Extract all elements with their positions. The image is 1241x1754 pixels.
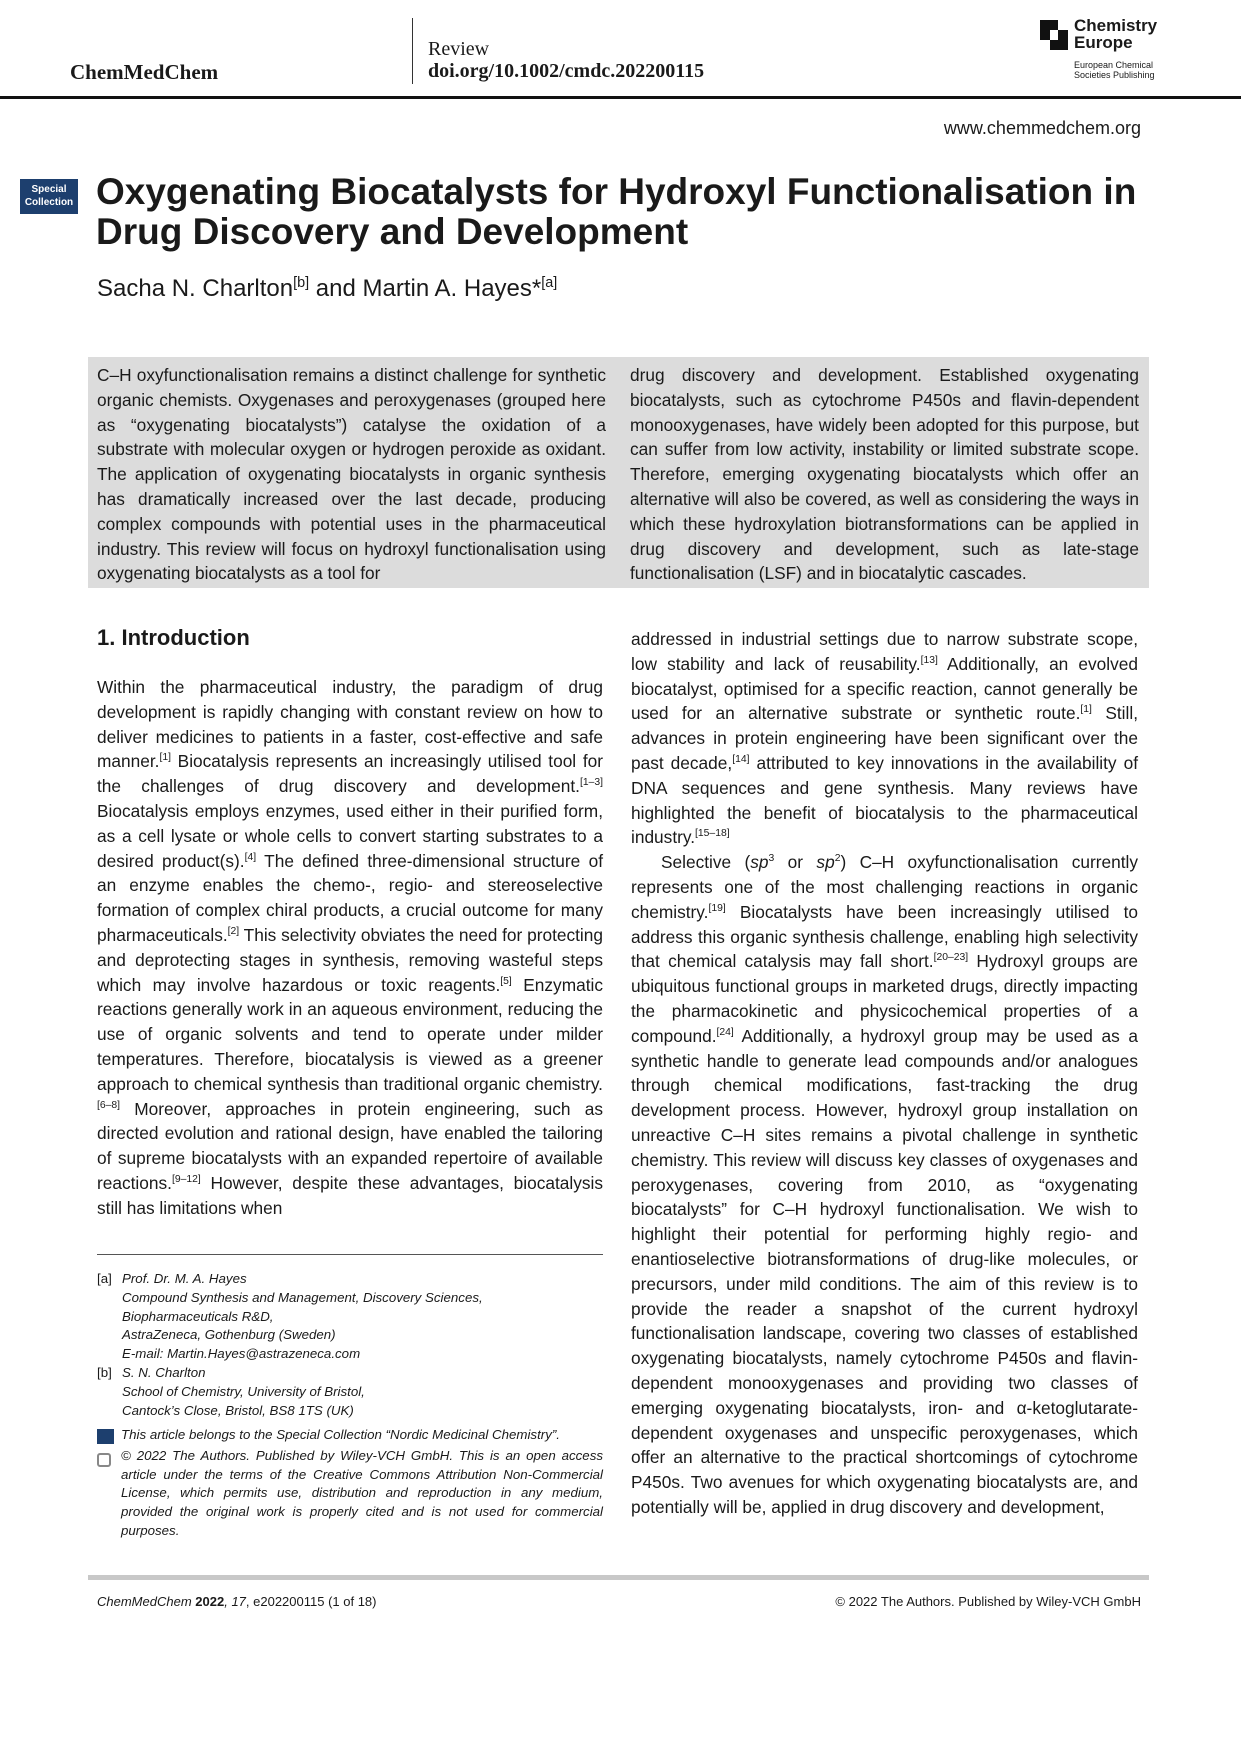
affiliation-entry <box>97 1270 603 1364</box>
collection-note <box>97 1426 603 1445</box>
citation-ref[interactable]: [6–8] <box>97 1099 121 1111</box>
footer-volume: 17 <box>231 1594 246 1609</box>
chemistry-europe-logo <box>1040 17 1190 83</box>
body-text: Within the pharmaceutical industry, the paradigm of drug development is rapidly changing with constant review on how to deliver medicines to patients in a faster, cost-effective and safe manner. <box>97 677 603 772</box>
body-text: Additionally, a hydroxyl group may be used as a synthetic handle to generate lead compounds and/or analogues through chemical modifications, fast-tracking the drug development process. However, hydroxyl group installation on unreactive C–H sites remains a pivotal challenge in synthetic chemistry. This review will discuss key classes of oxygenases and peroxygenases, covering from 2010, as “oxygenating biocatalysts” for C–H hydroxyl functionalisation. We wish to highlight their potential for performing highly regio- and enantioselective biotransformations of drug-like molecules, or precursors, under mild conditions. The aim of this review is to provide the reader a snapshot of the current hydroxyl functionalisation landscape, covering two classes of established oxygenating biocatalysts, namely cytochrome P450s and flavin-dependent monooxygenases and providing two classes of emerging oxygenating biocatalysts, iron- and α-ketoglutarate-dependent oxygenases and unspecific peroxygenases, which offer an alternative to the practical shortcomings of cytochrome P450s. Two avenues for which oxygenating biocatalysts are, and potentially will be, applied in drug discovery and development, <box>631 1025 1138 1517</box>
affiliations <box>97 1270 603 1420</box>
body-right-column <box>631 627 1138 1520</box>
body-text: addressed in industrial settings due to narrow substrate scope, low stability and lack of reusability. <box>631 629 1138 674</box>
affiliation-line: S. N. Charlton <box>122 1364 206 1380</box>
abstract-box <box>88 357 1149 588</box>
author-affiliation-mark: [a] <box>541 275 558 291</box>
affiliation-email[interactable]: E-mail: Martin.Hayes@astrazeneca.com <box>122 1346 361 1362</box>
header-divider <box>412 18 413 84</box>
citation-ref[interactable]: 3 <box>768 853 775 865</box>
body-text: Moreover, approaches in protein engineering, such as directed evolution and rational design, have enabled the tailoring of supreme biocatalysts with an expanded repertoire of available reactions. <box>97 1098 603 1193</box>
citation-ref[interactable]: [15–18] <box>695 828 730 840</box>
italic-text: sp <box>750 852 769 873</box>
footnote-rule <box>97 1254 603 1255</box>
author-name: Sacha N. Charlton <box>97 275 294 302</box>
section-heading: 1. Introduction <box>97 625 250 650</box>
logo-subtitle <box>1074 60 1155 80</box>
journal-website[interactable]: www.chemmedchem.org <box>943 118 1141 138</box>
badge-line1: Special <box>31 184 67 195</box>
body-text: Biocatalysts have been increasingly utilised to address this organic synthesis challenge, enabling high selectivity that chemical catalysis may fall short. <box>631 901 1138 972</box>
chemistry-europe-logo-icon <box>1040 20 1068 50</box>
license-note <box>97 1447 603 1541</box>
citation-ref[interactable]: [1–3] <box>579 777 603 789</box>
affiliation-entry <box>97 1364 603 1420</box>
affiliation-tag: [b] <box>97 1364 112 1380</box>
citation-ref[interactable]: [9–12] <box>171 1174 201 1186</box>
doi-link[interactable]: doi.org/10.1002/cmdc.202200115 <box>428 60 705 82</box>
citation-ref[interactable]: 2 <box>834 853 841 865</box>
logo-sub-line1: European Chemical <box>1074 60 1154 70</box>
footer-copyright: © 2022 The Authors. Published by Wiley-VCH GmbH <box>835 1594 1141 1609</box>
citation-ref[interactable]: [20–23] <box>933 952 969 964</box>
affiliation-line: AstraZeneca, Gothenburg (Sweden) <box>122 1327 336 1343</box>
affiliation-line: Compound Synthesis and Management, Discovery Sciences, <box>122 1289 483 1305</box>
affiliation-line: Biopharmaceuticals R&D, <box>122 1308 274 1324</box>
logo-sub-line2: Societies Publishing <box>1074 70 1155 80</box>
citation-ref[interactable]: [14] <box>732 754 750 766</box>
affiliation-line: Prof. Dr. M. A. Hayes <box>122 1271 247 1286</box>
abstract-right-column: drug discovery and development. Established oxygenating biocatalysts, such as cytochrome P450s and flavin-dependent monooxygenases, have widely been adopted for this purpose, but can suffer from low activity, instability or limited substrate scope. Therefore, emerging oxygenating biocatalysts which offer an alternative will also be covered, as well as considering the ways in which these hydroxylation biotransformations can be applied in drug discovery and development, such as late-stage functionalisation (LSF) and in biocatalytic cascades. <box>630 365 1139 584</box>
logo-name-line2: Europe <box>1074 33 1133 52</box>
body-paragraph <box>631 850 1138 1520</box>
citation-ref[interactable]: [4] <box>244 851 257 863</box>
body-text: Still, advances in protein engineering have been significant over the past decade, <box>631 703 1138 773</box>
body-text: Biocatalysis employs enzymes, used either in their purified form, as a cell lysate or whole cells to convert starting substrates to a desired product(s). <box>97 800 603 871</box>
body-text: Biocatalysis represents an increasingly utilised tool for the challenges of drug discovery and development. <box>97 751 603 797</box>
affiliation-text <box>122 1270 483 1364</box>
body-text: attributed to key innovations in the availability of DNA sequences and gene synthesis. Many reviews have highlighted the benefit of biocatalysis to the pharmaceutical industry. <box>631 752 1138 848</box>
footer-journal: ChemMedChem <box>97 1594 192 1609</box>
footer-comma: , <box>224 1594 232 1609</box>
footer-rule <box>88 1575 1149 1580</box>
footer-page: , e202200115 (1 of 18) <box>245 1594 377 1609</box>
logo-name <box>1074 17 1157 51</box>
special-collection-icon <box>97 1426 121 1445</box>
special-collection-badge <box>20 179 78 214</box>
article-notes <box>97 1426 603 1543</box>
body-text: Enzymatic reactions generally work in an aqueous environment, reducing the use of organic solvents and tend to operate under milder temperatures. Therefore, biocatalysis is viewed as a greener approach to chemical synthesis than traditional organic chemistry. <box>97 974 603 1094</box>
affiliation-text <box>122 1364 365 1420</box>
body-text: The defined three-dimensional structure of an enzyme enables the chemo-, regio- and stereoselective formation of complex chiral products, a crucial outcome for many pharmaceuticals. <box>97 850 603 945</box>
author-name: Martin A. Hayes* <box>362 275 542 302</box>
citation-ref[interactable]: [24] <box>716 1026 734 1038</box>
author-connector: and <box>309 275 363 302</box>
citation-ref[interactable]: [1] <box>1080 704 1092 716</box>
body-text: Additionally, an evolved biocatalyst, optimised for a specific reaction, cannot generally be used for an alternative substrate or synthetic route. <box>631 653 1138 724</box>
collection-note-text: This article belongs to the Special Collection “Nordic Medicinal Chemistry”. <box>121 1427 560 1442</box>
logo-name-line1: Chemistry <box>1074 16 1158 35</box>
body-text: Selective ( <box>661 852 751 873</box>
open-access-icon <box>97 1447 121 1541</box>
author-list <box>97 275 557 303</box>
footer-year: 2022 <box>195 1594 225 1609</box>
citation-ref[interactable]: [1] <box>159 752 171 764</box>
citation-ref[interactable]: [13] <box>920 655 938 667</box>
body-text: However, despite these advantages, biocatalysis still has limitations when <box>97 1172 603 1218</box>
citation-ref[interactable]: [19] <box>708 903 726 914</box>
abstract-left-column: C–H oxyfunctionalisation remains a distinct challenge for synthetic organic chemists. Oxygenases and peroxygenases (grouped here as “oxygenating biocatalysts”) catalyse the oxidation of a substrate with molecular oxygen or hydrogen peroxide as oxidant. The application of oxygenating biocatalysts in organic synthesis has dramatically increased over the last decade, producing complex compounds with potential uses in the pharmaceutical industry. This review will focus on hydroxyl functionalisation using oxygenating biocatalysts as a tool for <box>97 365 606 584</box>
citation-ref[interactable]: [5] <box>500 975 512 987</box>
body-text: ) C–H oxyfunctionalisation currently represents one of the most challenging reactions in organic chemistry. <box>631 852 1138 922</box>
article-type: Review <box>428 38 490 60</box>
author-affiliation-mark: [b] <box>293 275 310 291</box>
body-paragraph <box>631 627 1138 850</box>
affiliation-line: Cantock’s Close, Bristol, BS8 1TS (UK) <box>122 1402 354 1418</box>
footer-citation <box>97 1594 377 1609</box>
header-rule <box>0 96 1241 99</box>
affiliation-tag: [a] <box>97 1271 112 1286</box>
journal-name: ChemMedChem <box>70 60 219 84</box>
citation-ref[interactable]: [2] <box>227 926 240 938</box>
license-note-text: © 2022 The Authors. Published by Wiley-VCH GmbH. This is an open access article under the terms of the Creative Commons Attribution Non-Commercial License, which permits use, distribution and reproduction in any medium, provided the original work is properly cited and is not used for commercial purposes. <box>121 1447 603 1538</box>
body-left-column <box>97 675 603 1221</box>
italic-text: sp <box>816 852 835 873</box>
affiliation-line: School of Chemistry, University of Bristol, <box>122 1383 365 1399</box>
body-text: Hydroxyl groups are ubiquitous functional groups in marketed drugs, directly impacting the pharmacokinetic and physicochemical properties of a compound. <box>631 951 1138 1046</box>
article-title: Oxygenating Biocatalysts for Hydroxyl Functionalisation in Drug Discovery and Development <box>96 171 1137 252</box>
body-text: This selectivity obviates the need for protecting and deprotecting stages in synthesis, removing wasteful steps which may involve hazardous or toxic reagents. <box>97 924 603 995</box>
badge-line2: Collection <box>24 197 74 208</box>
body-paragraph <box>97 675 603 1221</box>
body-text: or <box>774 852 817 873</box>
